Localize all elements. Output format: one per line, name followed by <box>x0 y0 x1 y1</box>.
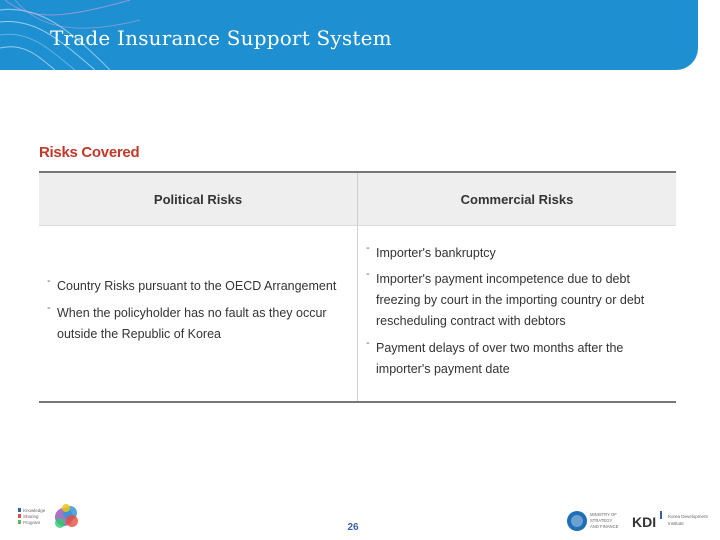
logo-text-line: Knowledge <box>23 508 46 513</box>
logo-text-line: Institute <box>668 521 684 526</box>
political-risk-text: When the policyholder has no fault as they occur outside the Republic of Korea <box>57 306 327 341</box>
list-item <box>366 338 671 380</box>
list-item <box>47 276 347 297</box>
logo-text-line: Sharing <box>23 514 39 519</box>
logo-text-line: Korea Development <box>668 514 708 519</box>
political-risk-text: Country Risks pursuant to the OECD Arrangement <box>57 279 337 293</box>
commercial-risk-text: Importer's payment incompetence due to debt freezing by court in the importing country or debt rescheduling contract with debtors <box>376 272 645 328</box>
ministry-logo <box>566 508 626 534</box>
bullet-dash-icon: - <box>47 302 51 314</box>
kdi-logo <box>632 508 714 534</box>
bullet-dash-icon: - <box>366 268 370 280</box>
list-item <box>47 303 347 345</box>
political-risks-cell <box>47 276 347 351</box>
page-title: Trade Insurance Support System <box>50 26 392 50</box>
knowledge-sharing-program-logo <box>18 503 82 531</box>
column-header-commercial: Commercial Risks <box>358 173 676 226</box>
risks-table <box>39 171 676 403</box>
commercial-risks-cell <box>366 243 671 386</box>
bullet-dash-icon: - <box>366 337 370 349</box>
list-item <box>366 269 671 332</box>
logo-text-line: STRATEGY <box>590 518 613 523</box>
logo-text-line: Program <box>23 520 41 525</box>
page-number: 26 <box>347 522 359 533</box>
column-divider <box>357 173 358 401</box>
header-banner <box>0 0 720 70</box>
bullet-dash-icon: - <box>47 275 51 287</box>
commercial-risk-text: Importer's bankruptcy <box>376 246 496 260</box>
logo-text-line: AND FINANCE <box>590 524 619 529</box>
kdi-logo-text: KDI <box>632 514 657 530</box>
commercial-risk-text: Payment delays of over two months after the importer's payment date <box>376 341 624 376</box>
list-item <box>366 243 671 264</box>
bullet-dash-icon: - <box>366 242 370 254</box>
column-header-political: Political Risks <box>39 173 357 226</box>
logo-text-line: MINISTRY OF <box>590 512 617 517</box>
section-title: Risks Covered <box>39 144 140 161</box>
